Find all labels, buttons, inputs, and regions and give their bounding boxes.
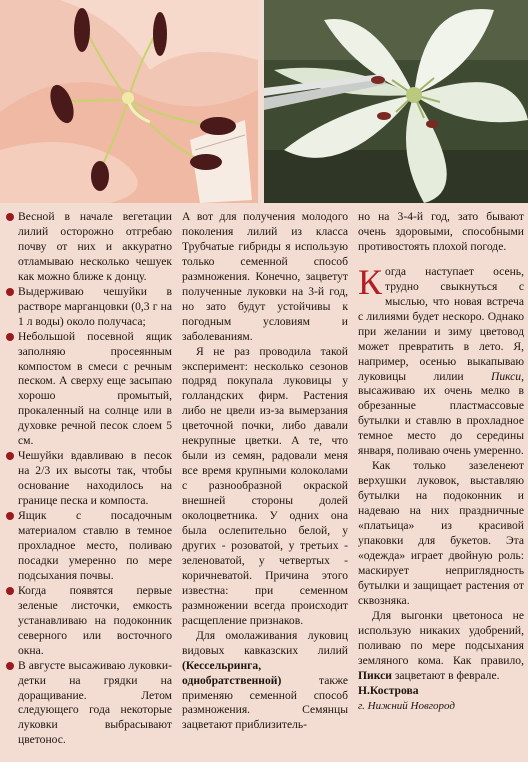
- bullet-icon: [6, 333, 14, 341]
- author-signature: Н.Кострова: [358, 683, 419, 697]
- paragraph: Для выгонки цветоноса не использую никаких удобрений, поливаю по мере подсыхания земляного кома. Как правило, Пикси зацветают в феврале.: [358, 608, 524, 682]
- bullet-icon: [6, 512, 14, 520]
- bullet-icon: [6, 587, 14, 595]
- list-item: Весной в начале вегетации лилий осторожно отгребаю почву от них и аккуратно отламываю несколько чешуек как можно ближе к донцу.: [5, 210, 172, 285]
- list-item: Чешуйки вдавливаю в песок на 2/3 их высоты так, чтобы основание находилось на границе песка и компоста.: [5, 449, 172, 509]
- paragraph: Как только зазеленеют верхушки луковок, выставляю бутылки на подоконник и надеваю на них праздничные «платьица» из красивой упаковки для букетов. Эта «одежда» играет двойную роль: маскирует неприглядность бутылки и защищает растения от сквозняка.: [358, 459, 524, 607]
- white-lily-image: [264, 0, 528, 203]
- bullet-icon: [6, 662, 14, 670]
- list-item: Когда появятся первые зеленые листочки, емкость устанавливаю на подоконник северного или восточного окна.: [5, 584, 172, 659]
- drop-cap: К: [358, 261, 383, 302]
- list-item: В августе высаживаю луковки-детки на грядки на доращивание. Летом следующего года некоторые луковки выбрасывают цветонос.: [5, 659, 172, 749]
- column-2: [182, 210, 348, 733]
- paragraph: но на 3-4-й год, зато бывают очень здоровыми, способными противостоять плохой погоде.: [358, 210, 524, 253]
- column-1: [5, 210, 172, 748]
- paragraph-dropcap: Когда наступает осень, трудно свыкнуться с мыслью, что новая встреча с лилиями будет нескоро. Однако при желании и зиму цветовод может превратить в лето. Я, например, осенью выкапываю луковицы лилии Пикси, высаживаю их очень мелко в обрезанные пластмассовые бутылки и ставлю в прохладное темное место до середины января, поливаю очень умеренно.: [358, 261, 524, 458]
- paragraph: Я не раз проводила такой эксперимент: несколько сезонов подряд покупала луковицы у голландских фирм. Растения либо не цвели из-за вымерзания цветочной почки, либо давали некрупные цветки. А те, что были из семян, радовали меня все время крупными колоколами с разнообразной окраской внешней стороны долей околоцветника. У одних она была ослепительно белой, у других - розоватой, у третьих - зеленоватой, у четвертых - коричневатой. Причина этого известна: при семенном размножении всегда происходит расщепление признаков.: [182, 344, 348, 627]
- paragraph: Для омолаживания луковиц видовых кавказских лилий (Кессельринга, однобратственной) также применяю семенной способ размножения. Семянцы зацветают приблизитель-: [182, 628, 348, 732]
- list-item: Ящик с посадочным материалом ставлю в темное прохладное место, поливаю посадки умеренно по мере подсыхания почвы.: [5, 509, 172, 584]
- column-3: [358, 210, 524, 713]
- author-city: г. Нижний Новгород: [358, 699, 455, 712]
- list-item: Выдерживаю чешуйки в растворе марганцовки (0,3 г на 1 л воды) около получаса;: [5, 285, 172, 330]
- bullet-icon: [6, 288, 14, 296]
- pink-lily-image: [0, 0, 258, 203]
- bullet-icon: [6, 213, 14, 221]
- list-item: Небольшой посевной ящик заполняю просеянным компостом в смеси с речным песком. А сверху еще засыпаю хорошо промытый, прокаленный на солнце или в духовке речной песок слоем 5 см.: [5, 330, 172, 450]
- paragraph: А вот для получения молодого поколения лилий из класса Трубчатые гибриды я использую только семенной способ размножения. Конечно, зацветут полученные луковки на 3-й год, но зато будут устойчивы к погодным условиям и заболеваниям.: [182, 210, 348, 343]
- bold-species-names: (Кессельринга, однобратственной): [182, 658, 282, 687]
- photo-white-lily-tweezers: [264, 0, 528, 203]
- photo-pink-lily-stamens: [0, 0, 258, 203]
- bullet-icon: [6, 452, 14, 460]
